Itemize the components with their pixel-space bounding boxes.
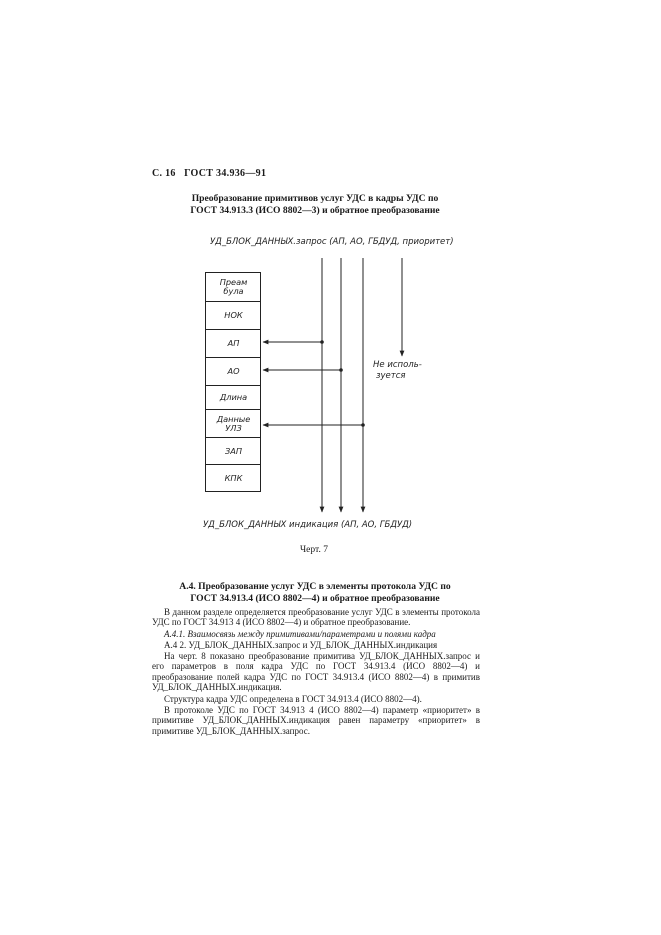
figure-caption: Черт. 7 <box>300 545 328 555</box>
junction-ao <box>339 368 343 372</box>
standard-code: ГОСТ 34.936—91 <box>184 168 267 179</box>
heading-1-line-1: Преобразование примитивов услуг УДС в кадры УДС по <box>191 193 439 204</box>
not-used-label: Не исполь- зуется <box>373 360 422 381</box>
junction-ap <box>320 340 324 344</box>
paragraph-priority: В протоколе УДС по ГОСТ 34.913 4 (ИСО 8802—4) параметр «приоритет» в примитиве УД_БЛОК_ДАННЫХ.индикация равен параметру «приоритет» в примитиве УД_БЛОК_ДАННЫХ.запрос. <box>152 705 480 736</box>
paragraph-structure: Структура кадра УДС определена в ГОСТ 34.913.4 (ИСО 8802—4). <box>164 694 422 704</box>
heading-1-line-2: ГОСТ 34.913.3 (ИСО 8802—3) и обратное преобразование <box>190 205 440 216</box>
request-primitive-label: УД_БЛОК_ДАННЫХ.запрос (АП, АО, ГБДУД, приоритет) <box>210 237 454 247</box>
heading-2-line-2: ГОСТ 34.913.4 (ИСО 8802—4) и обратное преобразование <box>190 593 440 604</box>
field-nok: НОК <box>206 302 261 330</box>
page-number: С. 16 <box>152 168 176 179</box>
paragraph-figure8: На черт. 8 показано преобразование примитива УД_БЛОК_ДАННЫХ.запрос и его параметров в поля кадра УДС по ГОСТ 34.913.4 (ИСО 8802—4) и преобразование полей кадра УДС по ГОСТ 34.913.4 (ИСО 8802—4) в примитив УД_БЛОК_ДАННЫХ.индикация. <box>152 651 480 693</box>
field-ao: АО <box>206 358 261 386</box>
paragraph-a42: А.4 2. УД_БЛОК_ДАННЫХ.запрос и УД_БЛОК_ДАННЫХ.индикация <box>164 640 438 650</box>
paragraph-a41: А.4.1. Взаимосвязь между примитивами/параметрами и полями кадра <box>164 629 436 639</box>
junction-data <box>361 423 365 427</box>
field-length: Длина <box>206 386 261 410</box>
field-zap: ЗАП <box>206 438 261 465</box>
section-heading-a4 <box>150 581 480 605</box>
field-data-ulz: Данные УЛЗ <box>206 410 261 438</box>
field-kpk: КПК <box>224 472 243 483</box>
indication-primitive-label: УД_БЛОК_ДАННЫХ индикация (АП, АО, ГБДУД) <box>203 520 413 530</box>
heading-2-line-1: А.4. Преобразование услуг УДС в элементы протокола УДС по <box>179 581 451 592</box>
field-ap: АП <box>206 330 261 358</box>
field-preamble: Преам була <box>206 273 261 302</box>
paragraph-intro: В данном разделе определяется преобразование услуг УДС в элементы протокола УДС по ГОСТ 34.913 4 (ИСО 8802—4) и обратное преобразование. <box>152 607 480 628</box>
